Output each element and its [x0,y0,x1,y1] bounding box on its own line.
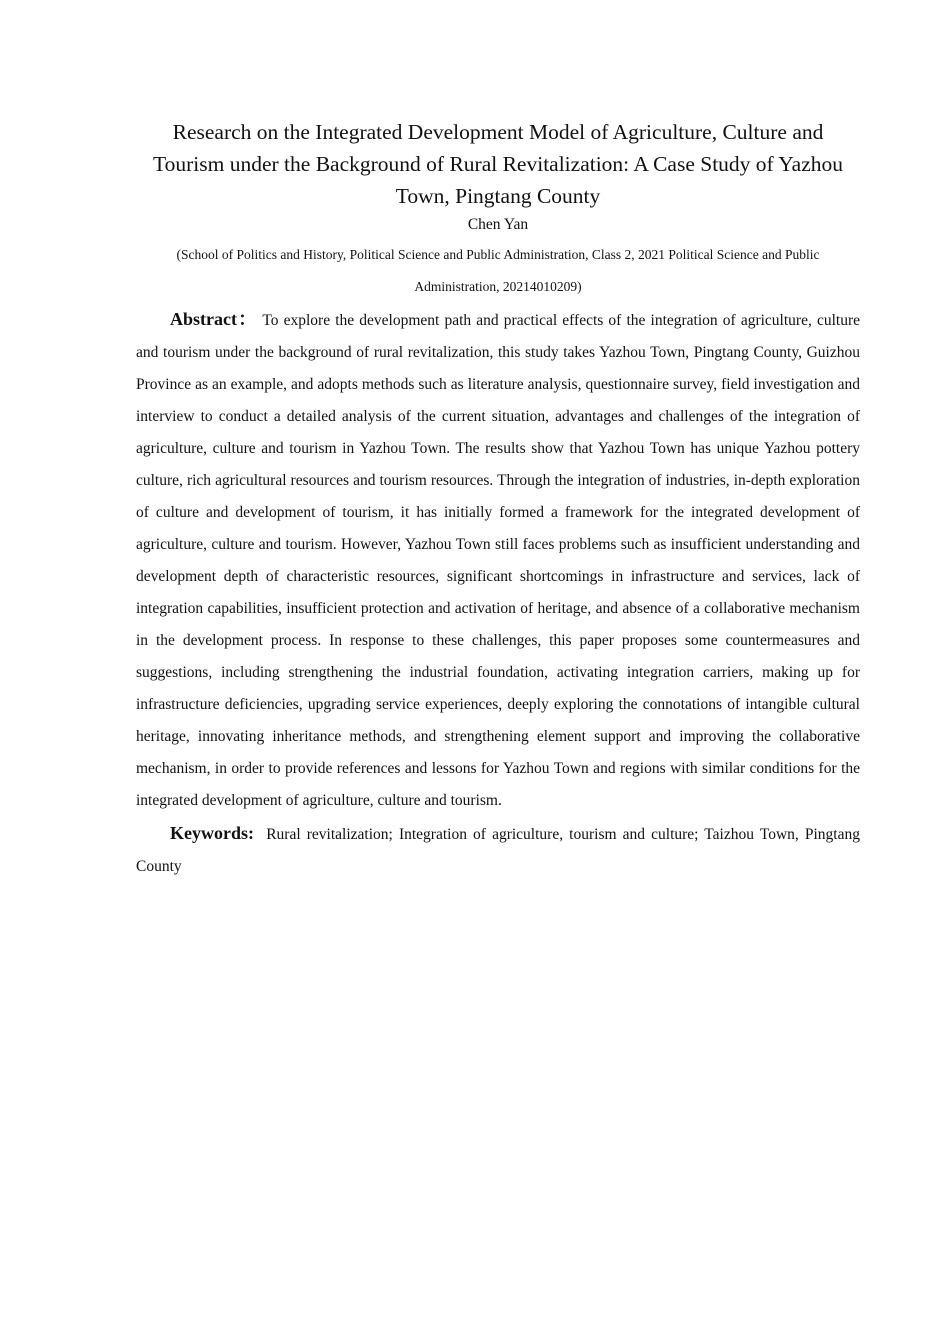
abstract-label: Abstract： [170,309,258,329]
keywords-text: Rural revitalization; Integration of agriculture, tourism and culture; Taizhou Town, Pingtang County [136,826,860,875]
abstract-text: To explore the development path and practical effects of the integration of agriculture, culture and tourism under the background of rural revitalization, this study takes Yazhou Town, Pingtang County, Guizhou Province as an example, and adopts methods such as literature analysis, questionnaire survey, field investigation and interview to conduct a detailed analysis of the current situation, advantages and challenges of the integration of agriculture, culture and tourism in Yazhou Town. The results show that Yazhou Town has unique Yazhou pottery culture, rich agricultural resources and tourism resources. Through the integration of industries, in-depth exploration of culture and development of tourism, it has initially formed a framework for the integrated development of agriculture, culture and tourism. However, Yazhou Town still faces problems such as insufficient understanding and development depth of characteristic resources, significant shortcomings in infrastructure and services, lack of integration capabilities, insufficient protection and activation of heritage, and absence of a collaborative mechanism in the development process. In response to these challenges, this paper proposes some countermeasures and suggestions, including strengthening the industrial foundation, activating integration carriers, making up for infrastructure deficiencies, upgrading service experiences, deeply exploring the connotations of intangible cultural heritage, innovating inheritance methods, and strengthening element support and improving the collaborative mechanism, in order to provide references and lessons for Yazhou Town and regions with similar conditions for the integrated development of agriculture, culture and tourism. [136,312,860,809]
author-name: Chen Yan [467,216,529,233]
paper-page [136,116,860,883]
keywords-paragraph [136,817,860,883]
author-affiliation: (School of Politics and History, Political Science and Public Administration, Class 2, 2021 Political Science and Public Administration, 20214010209) [176,247,820,294]
paper-title: Research on the Integrated Development Model of Agriculture, Culture and Tourism under the Background of Rural Revitalization: A Case Study of Yazhou Town, Pingtang County [153,120,843,208]
abstract-paragraph [136,303,860,817]
keywords-label: Keywords: [170,823,254,843]
